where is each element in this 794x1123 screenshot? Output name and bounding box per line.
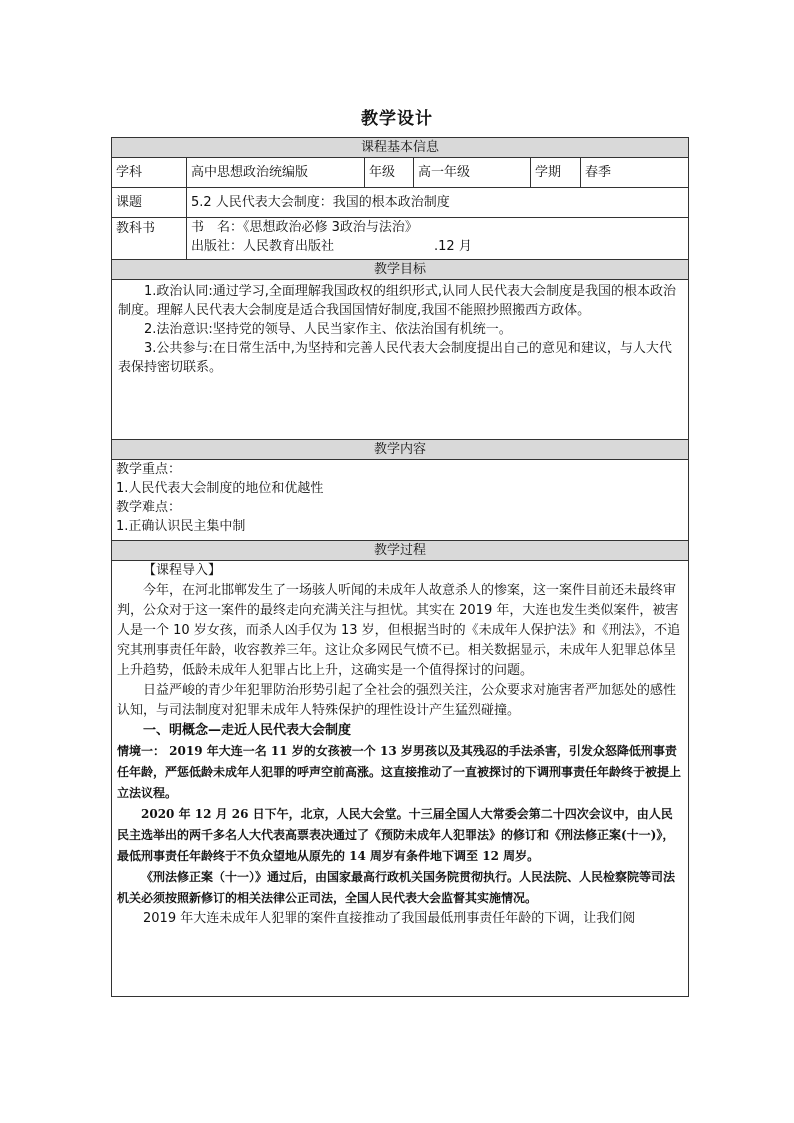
textbook-label: 教科书 xyxy=(112,218,187,260)
subject-label: 学科 xyxy=(112,158,187,188)
key-point-item: 1.人民代表大会制度的地位和优越性 xyxy=(116,481,324,496)
closing-paragraph: 2019 年大连未成年人犯罪的案件直接推动了我国最低刑事责任年龄的下调，让我们阅 xyxy=(143,911,636,926)
grade-value: 高一年级 xyxy=(414,158,531,188)
book-name: 书 名：《思想政治必修 3政治与法治》 xyxy=(191,220,418,235)
book-publisher: 出版社：人民教育出版社 xyxy=(191,239,335,254)
objectives-cell xyxy=(112,280,689,440)
scene-paragraph: 2020 年 12 月 26 日下午，北京，人民大会堂。十三届全国人大常委会第二十四次会议中，由人民民主选举出的两千多名人大代表高票表决通过了《预防未成年人犯罪法》的修订和《刑法修正案(十一)》，最低刑事责任年龄终于不负众望地从原先的 14 周岁有条件地下调至 12 周岁。 xyxy=(117,807,675,863)
topic-label: 课题 xyxy=(112,188,187,218)
section-header-objectives: 教学目标 xyxy=(112,260,689,280)
process-cell xyxy=(112,561,689,997)
difficult-points-label: 教学难点： xyxy=(116,500,182,515)
subject-value: 高中思想政治统编版 xyxy=(187,158,365,188)
section-header-process: 教学过程 xyxy=(112,541,689,561)
objective-item: 1.政治认同:通过学习,全面理解我国政权的组织形式,认同人民代表大会制度是我国的根本政治制度。理解人民代表大会制度是适合我国国情好制度,我国不能照抄照搬西方政体。 xyxy=(118,284,677,318)
section-header-basic: 课程基本信息 xyxy=(112,138,689,158)
lesson-plan-table xyxy=(111,137,689,997)
part1-heading: 一、明概念—走近人民代表大会制度 xyxy=(143,723,352,738)
scene-paragraph: 情境一： 2019 年大连一名 11 岁的女孩被一个 13 岁男孩以及其残忍的手法杀害，引发众怒降低刑事责任年龄，严惩低龄未成年人犯罪的呼声空前高涨。这直接推动了一直被探讨的下调刑事责任年龄终于被提上立法议程。 xyxy=(117,744,682,800)
term-value: 春季 xyxy=(581,158,689,188)
grade-label: 年级 xyxy=(365,158,414,188)
book-publisher-line xyxy=(191,237,684,256)
term-label: 学期 xyxy=(531,158,581,188)
difficult-point-item: 1.正确认识民主集中制 xyxy=(116,519,246,534)
objective-item: 2.法治意识:坚持党的领导、人民当家作主、依法治国有机统一。 xyxy=(144,322,512,337)
intro-paragraph: 今年，在河北邯郸发生了一场骇人听闻的未成年人故意杀人的惨案，这一案件目前还未最终审判，公众对于这一案件的最终走向充满关注与担忧。其实在 2019 年，大连也发生类似案件，被害人是一个 10 岁女孩，而杀人凶手仅为 13 岁，但根据当时的《未成年人保护法》和《刑法》，不追究其刑事责任年龄，收容教养三年。这让众多网民气愤不已。相关数据显示，未成年人犯罪总体呈上升趋势，低龄未成年人犯罪占比上升，这确实是一个值得探讨的问题。 xyxy=(117,583,681,678)
objective-item: 3.公共参与:在日常生活中,为坚持和完善人民代表大会制度提出自己的意见和建议，与人大代表保持密切联系。 xyxy=(118,341,672,375)
intro-paragraph: 日益严峻的青少年犯罪防治形势引起了全社会的强烈关注，公众要求对施害者严加惩处的感性认知，与司法制度对犯罪未成年人特殊保护的理性设计产生猛烈碰撞。 xyxy=(117,683,677,718)
topic-value: 5.2 人民代表大会制度：我国的根本政治制度 xyxy=(187,188,689,218)
intro-heading: 【课程导入】 xyxy=(143,563,222,578)
document-title: 教学设计 xyxy=(361,109,433,129)
book-pub-date: .12 月 xyxy=(434,239,472,254)
content-cell xyxy=(112,460,689,541)
scene-paragraph: 《刑法修正案（十一）》通过后，由国家最高行政机关国务院贯彻执行。人民法院、人民检察院等司法机关必须按照新修订的相关法律公正司法，全国人民代表大会监督其实施情况。 xyxy=(117,870,676,905)
textbook-info xyxy=(187,218,689,260)
section-header-content: 教学内容 xyxy=(112,440,689,460)
key-points-label: 教学重点： xyxy=(116,462,182,477)
